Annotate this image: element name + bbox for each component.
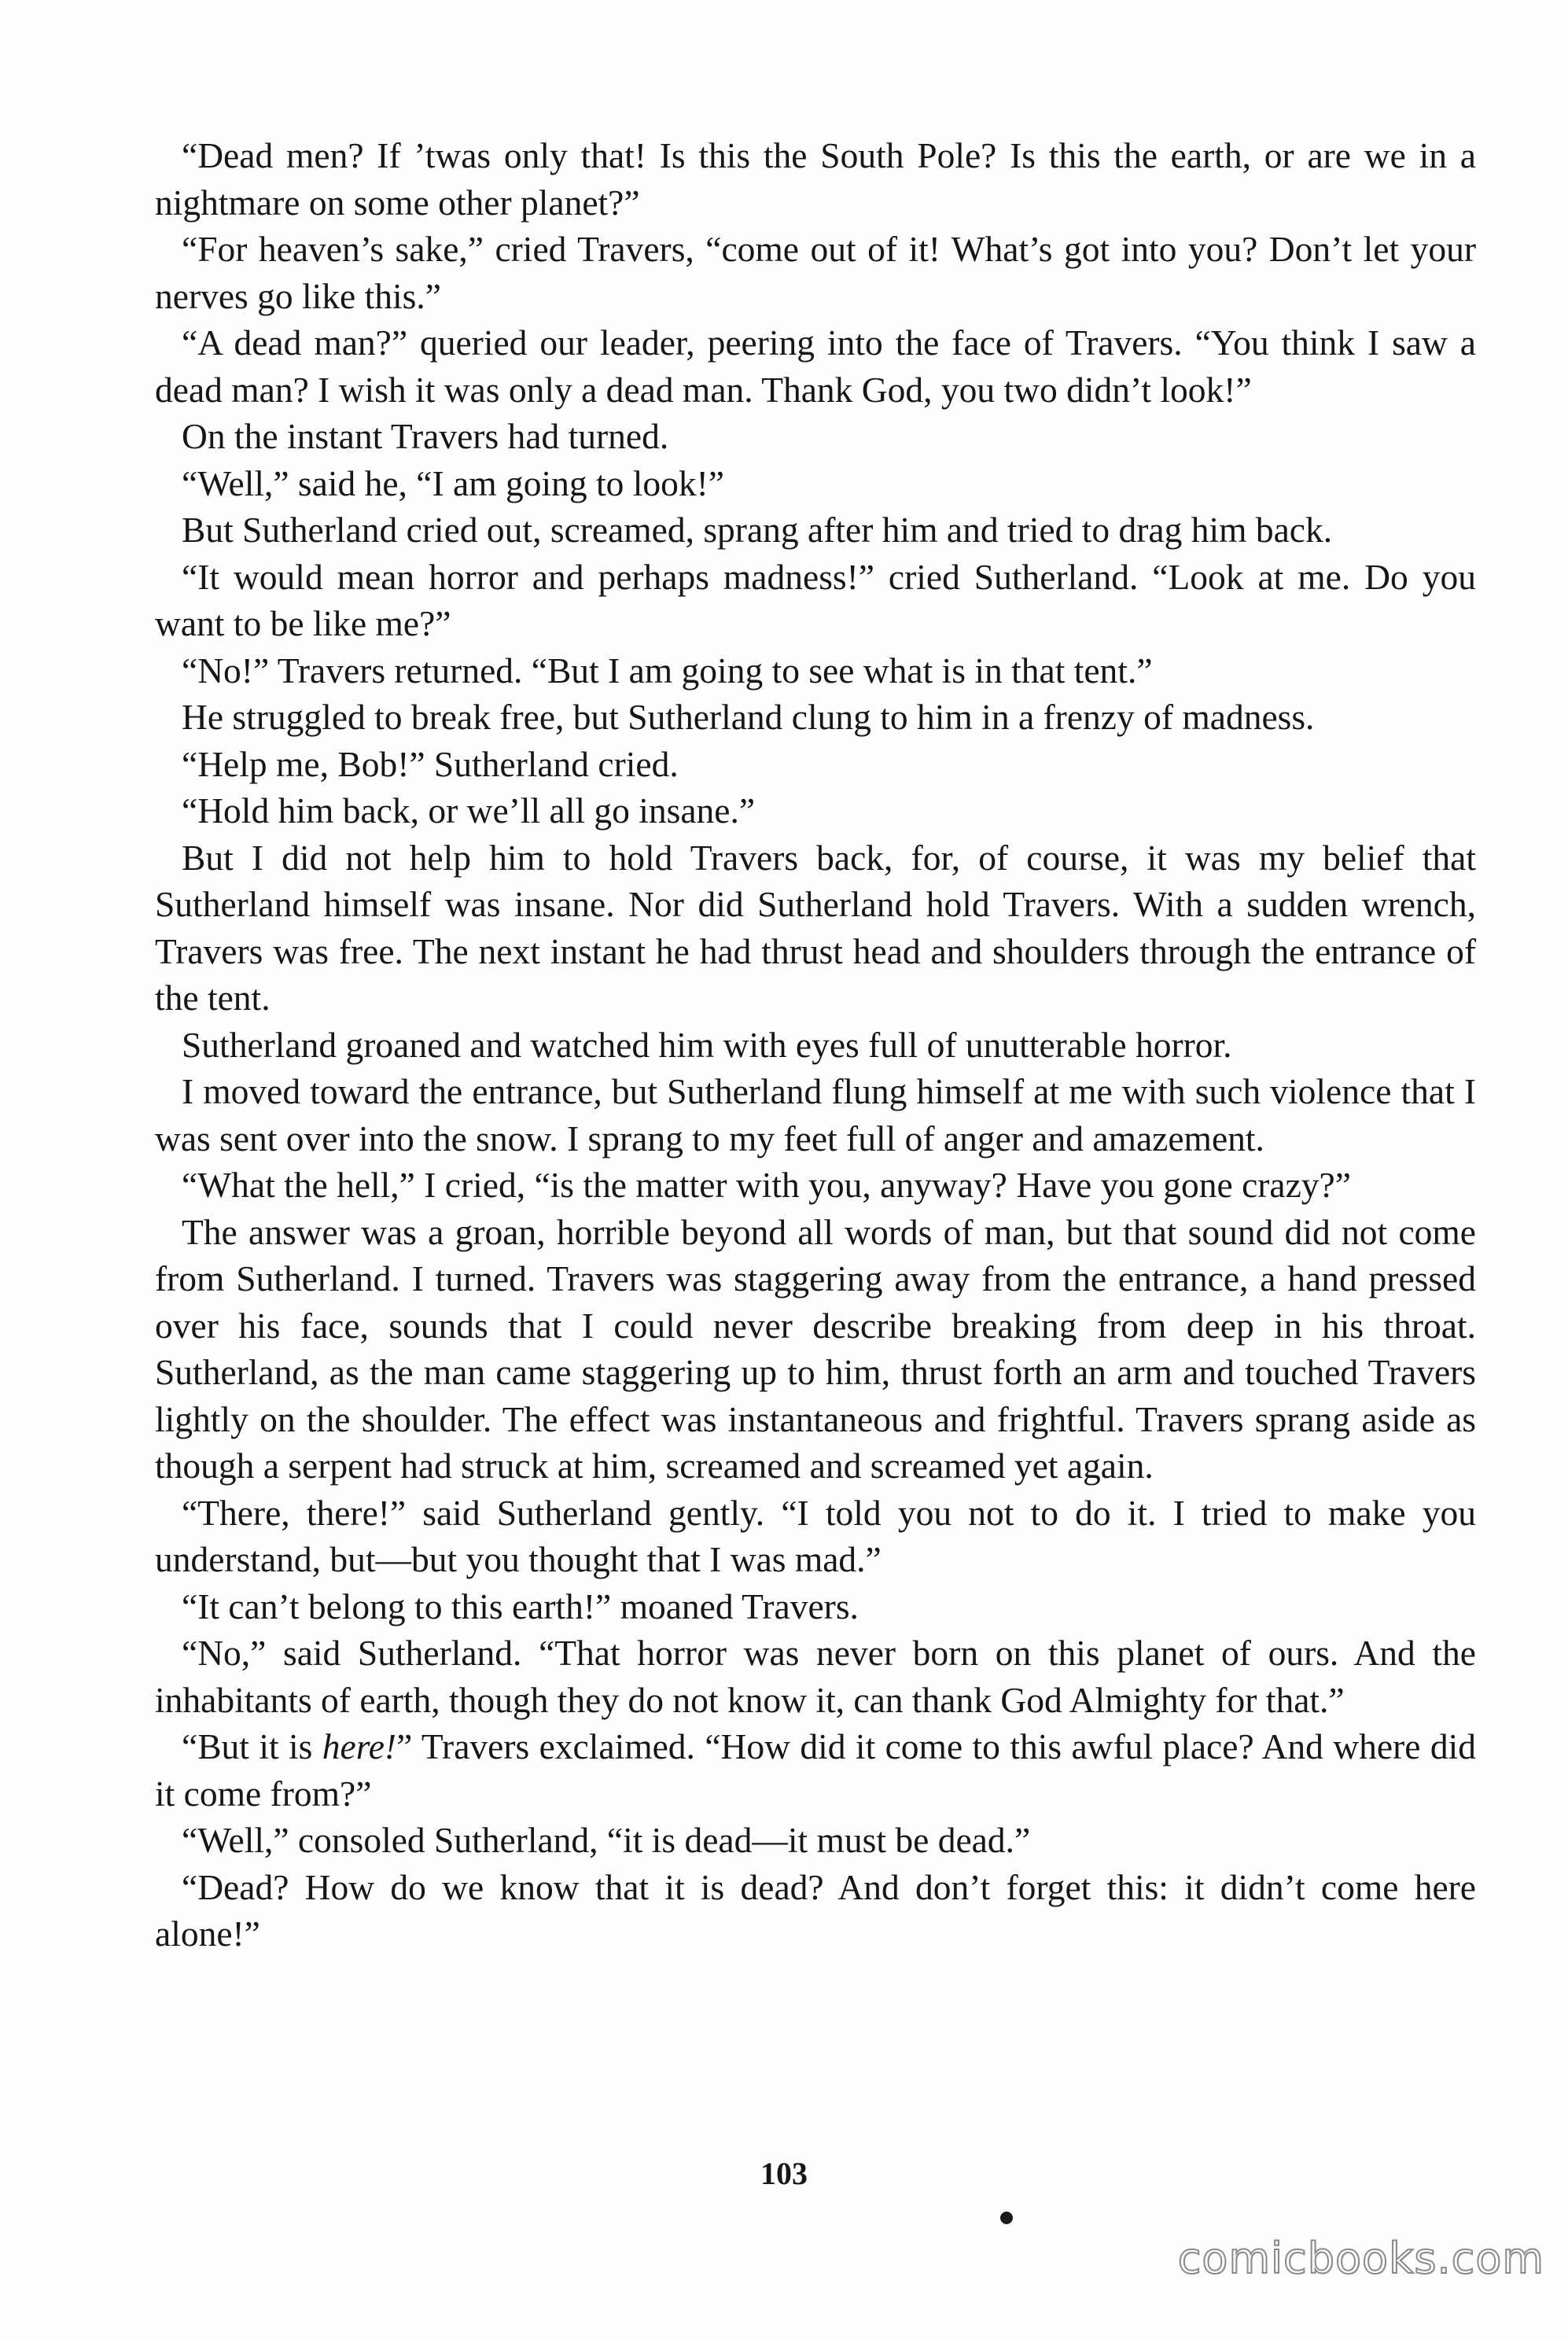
italic-word: here! [322,1726,397,1766]
paragraph: “A dead man?” queried our leader, peering into the face of Travers. “You think I saw a dead man? I wish it was only a dead man. Thank God, you two didn’t look!” [155,322,1476,410]
paragraph: He struggled to break free, but Sutherland clung to him in a frenzy of madness. [182,697,1315,737]
paragraph: “Well,” consoled Sutherland, “it is dead—it must be dead.” [182,1820,1031,1860]
paragraph: “There, there!” said Sutherland gently. “I told you not to do it. I tried to make you understand, but—but you thought that I was mad.” [155,1492,1476,1579]
paragraph: “It would mean horror and perhaps madness!” cried Sutherland. “Look at me. Do you want to be like me?” [155,556,1476,643]
paragraph: The answer was a groan, horrible beyond all words of man, but that sound did not come from Sutherland. I turned. Travers was staggering away from the entrance, a hand pressed over his face, sounds that I could never describe breaking from deep in his throat. Sutherland, as the man came staggering up to him, thrust forth an arm and touched Travers lightly on the shoulder. The effect was instantaneous and frightful. Travers sprang aside as though a serpent had struck at him, screamed and screamed yet again. [155,1211,1476,1486]
paragraph: “No!” Travers returned. “But I am going to see what is in that tent.” [182,650,1153,691]
paragraph-text-before: “But it is [182,1726,322,1766]
paragraph: I moved toward the entrance, but Sutherland flung himself at me with such violence that I was sent over into the snow. I sprang to my feet full of anger and amazement. [155,1071,1476,1158]
paragraph: Sutherland groaned and watched him with eyes full of unutterable horror. [182,1024,1232,1065]
paragraph: “Dead men? If ’twas only that! Is this the South Pole? Is this the earth, or are we in a nightmare on some other planet?” [155,135,1476,223]
paragraph: But I did not help him to hold Travers back, for, of course, it was my belief that Sutherland himself was insane. Nor did Sutherland hold Travers. With a sudden wrench, Travers was free. The next instant he had thrust head and shoulders through the entrance of the tent. [155,837,1476,1018]
paragraph: On the instant Travers had turned. [182,416,669,456]
paragraph: “Well,” said he, “I am going to look!” [182,462,724,503]
watermark-logo: comicbooks.com [1177,2234,1544,2283]
paragraph-with-italic [155,1723,1476,1817]
paragraph: “Help me, Bob!” Sutherland cried. [182,743,679,784]
paragraph: “Dead? How do we know that it is dead? And don’t forget this: it didn’t come here alone!” [155,1866,1476,1954]
paragraph: “It can’t belong to this earth!” moaned Travers. [182,1586,859,1626]
paragraph-text-after: ” Travers exclaimed. “How did it come to this awful place? And where did it come from?” [155,1726,1476,1814]
paragraph: “Hold him back, or we’ll all go insane.” [182,790,756,831]
paragraph: But Sutherland cried out, screamed, sprang after him and tried to drag him back. [182,510,1333,550]
ink-dot [1000,2212,1013,2224]
paragraph: “No,” said Sutherland. “That horror was never born on this planet of ours. And the inhabitants of earth, though they do not know it, can thank God Almighty for that.” [155,1633,1476,1720]
paragraph: “What the hell,” I cried, “is the matter with you, anyway? Have you gone crazy?” [182,1165,1351,1205]
page-number: 103 [760,2156,808,2191]
corner-scan-mark [0,0,31,16]
paragraph: “For heaven’s sake,” cried Travers, “come out of it! What’s got into you? Don’t let your nerves go like this.” [155,229,1476,316]
body-text [155,132,1476,1958]
